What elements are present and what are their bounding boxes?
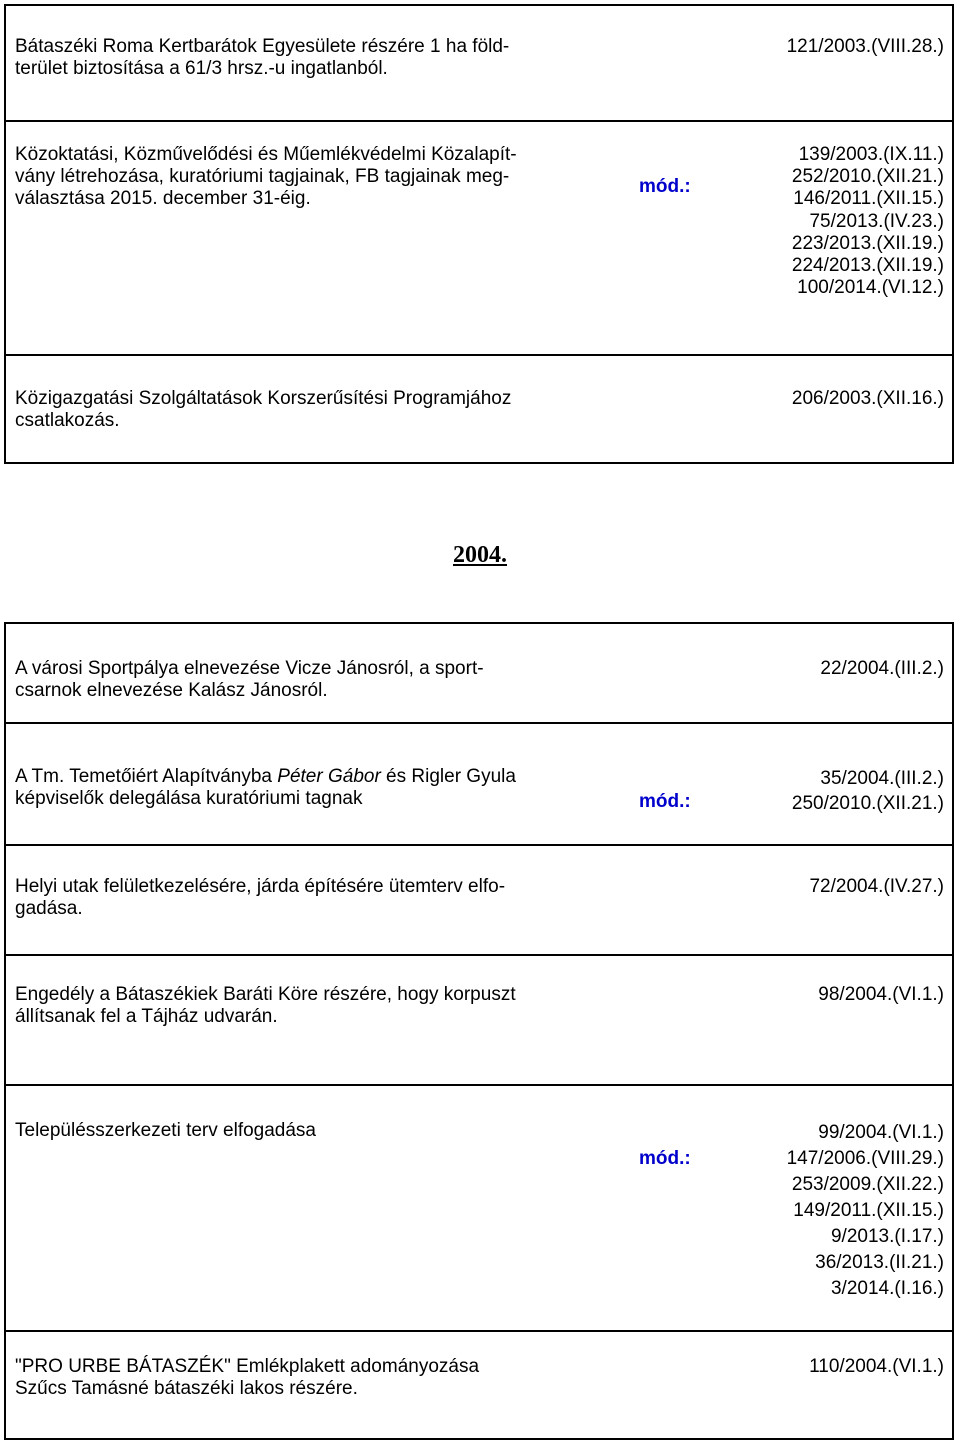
resolution-number: 110/2004.(VI.1.) bbox=[809, 1356, 944, 1377]
row-divider bbox=[6, 354, 952, 356]
resolution-number: 98/2004.(VI.1.) bbox=[818, 984, 944, 1005]
resolution-description: Engedély a Bátaszékiek Baráti Köre részére, hogy korpuszt állítsanak fel a Tájház udvarán. bbox=[15, 984, 516, 1027]
modification-label: mód.: bbox=[639, 176, 691, 197]
year-heading: 2004. bbox=[453, 542, 507, 568]
resolutions-table-2003 bbox=[4, 4, 954, 464]
modification-label: mód.: bbox=[639, 1148, 691, 1169]
resolution-description: "PRO URBE BÁTASZÉK" Emlékplakett adományozása Szűcs Tamásné bátaszéki lakos részére. bbox=[15, 1356, 480, 1399]
row-divider bbox=[6, 1330, 952, 1332]
resolution-description: A városi Sportpálya elnevezése Vicze Jánosról, a sport- csarnok elnevezése Kalász Jánosról. bbox=[15, 658, 484, 701]
resolutions-table-2004 bbox=[4, 622, 954, 1440]
row-divider bbox=[6, 954, 952, 956]
resolution-description: Bátaszéki Roma Kertbarátok Egyesülete részére 1 ha föld- terület biztosítása a 61/3 hrsz.-u ingatlanból. bbox=[15, 36, 510, 79]
resolution-description: Településszerkezeti terv elfogadása bbox=[15, 1120, 317, 1141]
resolution-number: 22/2004.(III.2.) bbox=[820, 658, 944, 679]
resolution-description: Közoktatási, Közművelődési és Műemlékvédelmi Közalapít- vány létrehozása, kuratóriumi tagjainak, FB tagjainak meg- választása 2015. december 31-éig. bbox=[15, 144, 517, 209]
resolution-description: A Tm. Temetőiért Alapítványba Péter Gábor és Rigler Gyula képviselők delegálása kuratóriumi tagnak bbox=[15, 766, 516, 809]
resolution-numbers: 139/2003.(IX.11.) 252/2010.(XII.21.) 146/2011.(XII.15.) 75/2013.(IV.23.) 223/2013.(XII.19.) 224/2013.(XII.19.) 100/2014.(VI.12.) bbox=[791, 144, 944, 299]
resolution-number: 121/2003.(VIII.28.) bbox=[786, 36, 944, 57]
person-name: Péter Gábor bbox=[277, 766, 381, 787]
row-divider bbox=[6, 1084, 952, 1086]
resolution-numbers: 35/2004.(III.2.) 250/2010.(XII.21.) bbox=[791, 768, 944, 814]
modification-label: mód.: bbox=[639, 791, 691, 812]
resolution-description: Helyi utak felületkezelésére, járda építésére ütemterv elfo- gadása. bbox=[15, 876, 506, 919]
row-divider bbox=[6, 722, 952, 724]
resolution-numbers: 99/2004.(VI.1.) 147/2006.(VIII.29.) 253/2009.(XII.22.) 149/2011.(XII.15.) 9/2013.(I.17.) 36/2013.(II.21.) 3/2014.(I.16.) bbox=[786, 1122, 944, 1299]
resolution-number: 72/2004.(IV.27.) bbox=[809, 876, 944, 897]
row-divider bbox=[6, 120, 952, 122]
row-divider bbox=[6, 844, 952, 846]
resolution-number: 206/2003.(XII.16.) bbox=[791, 388, 944, 409]
resolution-description: Közigazgatási Szolgáltatások Korszerűsítési Programjához csatlakozás. bbox=[15, 388, 512, 431]
